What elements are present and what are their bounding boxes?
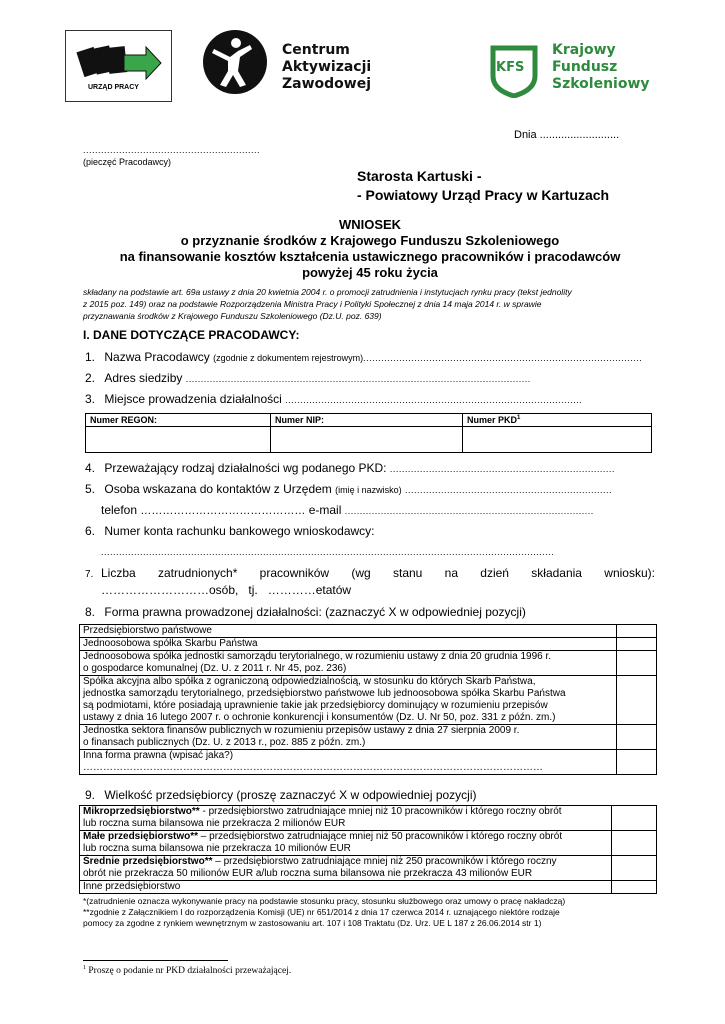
size-row-1	[80, 831, 612, 856]
size-checkbox-1[interactable]	[612, 831, 657, 856]
w8: wniosku):	[604, 566, 655, 580]
form-text: Spółka akcyjna albo spółka z ograniczoną odpowiedzialnością, w stosunku do których Skarb Państwa,	[83, 676, 536, 687]
field-5-note: (imię i nazwisko)	[335, 485, 402, 495]
footnote-num: 1	[83, 965, 86, 971]
form-row-0	[80, 625, 617, 638]
form-text: Jednostka sektora finansów publicznych w rozumieniu przepisów ustawy z dnia 27 sierpnia 2009 r.	[83, 725, 520, 736]
addressee	[357, 167, 609, 205]
form-text: ustawy z dnia 16 lutego 2007 r. o ochronie konkurencji i konsumentów (Dz. U. Nr 50, poz. 331 z późn. zm.)	[83, 712, 556, 723]
form-text: Jednoosobowa spółka jednostki samorządu terytorialnego, w rozumieniu ustawy z dnia 20 grudnia 1996 r.	[83, 651, 552, 662]
cakz-line-1: Centrum	[282, 42, 350, 58]
form-row-4	[80, 725, 617, 750]
field-main-activity[interactable]	[85, 461, 655, 475]
form-text: są podmiotami, które posiadają uprawnienie takie jak przedsiębiorcy dominujący w rozumieniu przepisów	[83, 700, 548, 711]
section-heading: I. DANE DOTYCZĄCE PRACODAWCY:	[83, 328, 300, 342]
title-line-1: WNIOSEK	[338, 217, 402, 232]
form-text: Przedsiębiorstwo państwowe	[83, 625, 212, 636]
phone-label: telefon	[101, 503, 138, 517]
addressee-line-1: Starosta Kartuski -	[357, 168, 482, 184]
field-4-num: 4.	[85, 461, 96, 475]
size-line-1	[83, 806, 608, 818]
field-7-num: 7.	[85, 569, 94, 580]
kfs-badge: KFS	[496, 60, 525, 75]
w5: na	[444, 566, 458, 580]
w4: stanu	[392, 566, 423, 580]
cakz-name	[282, 42, 371, 93]
form-checkbox-2[interactable]	[617, 651, 657, 676]
footnote-text: Proszę o podanie nr PKD działalności przeważającej.	[88, 966, 292, 977]
field-4-label: Przeważający rodzaj działalności wg podanego PKD:	[104, 461, 387, 475]
field-legal-form	[85, 605, 655, 619]
email-dots: ...................................................................................	[344, 506, 594, 516]
field-7-line-2: ………………………osób, tj. …………etatów	[101, 583, 352, 597]
size-bold: Mikroprzedsiębiorstwo**	[83, 806, 200, 817]
field-3-dots: ...................................................................................................	[285, 395, 583, 405]
kfs-line-3: Szkoleniowy	[552, 76, 650, 92]
note-1: *(zatrudnienie oznacza wykonywanie pracy na podstawie stosunku pracy, stosunku służbowego oraz umowy o pracę nakładczą)	[83, 896, 566, 906]
size-row-0	[80, 806, 612, 831]
field-address[interactable]	[85, 371, 655, 385]
size-bold: Małe przedsiębiorstwo**	[83, 831, 199, 842]
field-5-label: Osoba wskazana do kontaktów z Urzędem	[104, 482, 332, 496]
legal-line-1: składany na podstawie art. 69a ustawy z dnia 20 kwietnia 2004 r. o promocji zatrudnienia i instytucjach rynku pracy (tekst jednolity	[83, 287, 572, 297]
stamp-dots: ...........................................................	[83, 145, 261, 155]
field-2-num: 2.	[85, 371, 96, 385]
field-8-label: Forma prawna prowadzonej działalności: (zaznaczyć X w odpowiedniej pozycji)	[104, 605, 526, 619]
form-text: o finansach publicznych (Dz. U. z 2013 r., poz. 885 z późn. zm.)	[83, 737, 366, 748]
size-line-2: lub roczna suma bilansowa nie przekracza 2 milionów EUR	[83, 818, 346, 829]
form-checkbox-1[interactable]	[617, 638, 657, 651]
stamp-label: (pieczęć Pracodawcy)	[83, 157, 172, 167]
field-1-note: (zgodnie z dokumentem rejestrowym)	[213, 353, 364, 363]
size-checkbox-2[interactable]	[612, 856, 657, 881]
field-8-num: 8.	[85, 605, 96, 619]
pkd-header	[463, 414, 652, 427]
urzad-pracy-logo	[65, 30, 172, 102]
w3: (wg	[351, 566, 371, 580]
addressee-line-2: - Powiatowy Urząd Pracy w Kartuzach	[357, 187, 610, 203]
bank-account-dots[interactable]: .......................................................................................................................................................	[101, 547, 555, 557]
field-1-dots: .............................................................................................	[363, 353, 643, 363]
pkd-footnote-ref: 1	[517, 415, 521, 421]
form-checkbox-5[interactable]	[617, 750, 657, 775]
cakz-figure-icon	[200, 27, 270, 97]
nip-value[interactable]	[271, 427, 463, 453]
w1: zatrudnionych*	[157, 566, 238, 580]
field-1-num: 1.	[85, 350, 96, 364]
w6: dzień	[480, 566, 509, 580]
size-row-2	[80, 856, 612, 881]
email-label: e-mail	[308, 503, 342, 517]
form-row-3	[80, 676, 617, 725]
regon-value[interactable]	[86, 427, 271, 453]
legal-basis	[83, 286, 653, 322]
date-field[interactable]: Dnia ..........................	[514, 129, 620, 141]
form-checkbox-0[interactable]	[617, 625, 657, 638]
company-size-table	[79, 805, 657, 894]
pkd-label: Numer PKD	[467, 415, 518, 425]
field-7-row	[85, 566, 655, 580]
field-3-num: 3.	[85, 392, 96, 406]
size-row-3	[80, 881, 612, 894]
size-text: – przedsiębiorstwo zatrudniające mniej niż 250 pracowników i którego roczny	[212, 856, 557, 867]
field-1-label: Nazwa Pracodawcy	[104, 350, 210, 364]
field-2-label: Adres siedziby	[104, 371, 183, 385]
field-5-dots: .....................................................................	[405, 485, 613, 495]
form-text: o gospodarce komunalnej (Dz. U. z 2011 r. Nr 45, poz. 236)	[83, 663, 347, 674]
field-employees[interactable]	[85, 566, 655, 597]
kfs-line-1: Krajowy	[552, 42, 616, 58]
pkd-value[interactable]	[463, 427, 652, 453]
form-row-2	[80, 651, 617, 676]
cakz-line-2: Aktywizacji	[282, 59, 372, 75]
form-checkbox-3[interactable]	[617, 676, 657, 725]
field-activity-place[interactable]	[85, 392, 655, 406]
footnote-divider	[83, 960, 228, 961]
field-company-size	[85, 788, 655, 802]
notes	[83, 896, 658, 929]
field-contact-person[interactable]	[85, 482, 655, 496]
urzad-pracy-logo-icon	[66, 35, 171, 90]
field-4-dots: ...........................................................................	[389, 464, 615, 474]
regon-header: Numer REGON:	[86, 414, 271, 427]
w7: składania	[531, 566, 582, 580]
field-6-num: 6.	[85, 524, 96, 538]
legal-form-table	[79, 624, 657, 775]
form-title	[70, 217, 670, 281]
size-line-2: obrót nie przekracza 50 milionów EUR a/lub roczna suma bilansowa nie przekracza 43 milionów EUR	[83, 868, 533, 879]
size-line-1	[83, 831, 608, 843]
size-text: – przedsiębiorstwo zatrudniające mniej niż 50 pracowników i którego roczny obrót	[198, 831, 563, 842]
size-line-1: Inne przedsiębiorstwo	[83, 881, 181, 892]
size-checkbox-3[interactable]	[612, 881, 657, 894]
nip-header: Numer NIP:	[271, 414, 463, 427]
size-checkbox-0[interactable]	[612, 806, 657, 831]
legal-line-2: z 2015 poz. 149) oraz na podstawie Rozporządzenia Ministra Pracy i Polityki Społecznej z dnia 14 maja 2014 r. w sprawie	[83, 299, 542, 309]
title-line-4: powyżej 45 roku życia	[302, 265, 438, 280]
field-phone-email[interactable]	[101, 503, 655, 517]
field-6-label: Numer konta rachunku bankowego wnioskodawcy:	[104, 524, 375, 538]
field-9-label: Wielkość przedsiębiorcy (proszę zaznaczyć X w odpowiedniej pozycji)	[104, 788, 477, 802]
phone-dots: ………………………………………	[140, 505, 306, 517]
note-2b: pomocy za zgodne z rynkiem wewnętrznym w zastosowaniu art. 107 i 108 Traktatu (Dz. Urz. UE L 187 z 26.06.2014 str 1)	[83, 918, 542, 928]
form-row-5	[80, 750, 617, 775]
field-bank-account[interactable]	[85, 524, 655, 538]
field-2-dots: ...................................................................................................................	[185, 374, 531, 384]
size-bold: Średnie przedsiębiorstwo**	[83, 856, 213, 867]
form-checkbox-4[interactable]	[617, 725, 657, 750]
form-text[interactable]: …………………………………………………………………………………………………………………………	[83, 762, 543, 773]
note-2a: **zgodnie z Załącznikiem I do rozporządzenia Komisji (UE) nr 651/2014 z dnia 17 czerwca 2014 r. uznającego niektóre rodzaje	[83, 907, 560, 917]
field-9-num: 9.	[85, 788, 96, 802]
footnote	[83, 965, 291, 976]
size-line-1	[83, 856, 608, 868]
field-7-words	[101, 566, 655, 580]
w0: Liczba	[101, 566, 136, 580]
form-text: jednostka samorządu terytorialnego, przedsiębiorstwo państwowe lub jednoosobowa spółka Skarbu Państwa	[83, 688, 566, 699]
legal-line-3: przyznawania środków z Krajowego Funduszu Szkoleniowego (Dz.U. poz. 639)	[83, 311, 382, 321]
size-line-2: lub roczna suma bilansowa nie przekracza 10 milionów EUR	[83, 843, 351, 854]
urzad-pracy-caption: URZĄD PRACY	[88, 84, 139, 91]
form-text: Jednoosobowa spółka Skarbu Państwa	[83, 638, 258, 649]
kfs-line-2: Fundusz	[552, 59, 618, 75]
form-row-1	[80, 638, 617, 651]
field-3-label: Miejsce prowadzenia działalności	[104, 392, 282, 406]
w2: pracowników	[259, 566, 330, 580]
size-text: - przedsiębiorstwo zatrudniające mniej niż 10 pracowników i którego roczny obrót	[199, 806, 562, 817]
field-5-num: 5.	[85, 482, 96, 496]
cakz-line-3: Zawodowej	[282, 76, 372, 92]
title-line-2: o przyznanie środków z Krajowego Funduszu Szkoleniowego	[180, 233, 560, 248]
kfs-name	[552, 42, 650, 93]
field-employer-name[interactable]	[85, 350, 655, 364]
title-line-3: na finansowanie kosztów kształcenia ustawicznego pracowników i pracodawców	[119, 249, 621, 264]
ids-table	[85, 413, 652, 453]
form-text: Inna forma prawna (wpisać jaka?)	[83, 750, 234, 761]
